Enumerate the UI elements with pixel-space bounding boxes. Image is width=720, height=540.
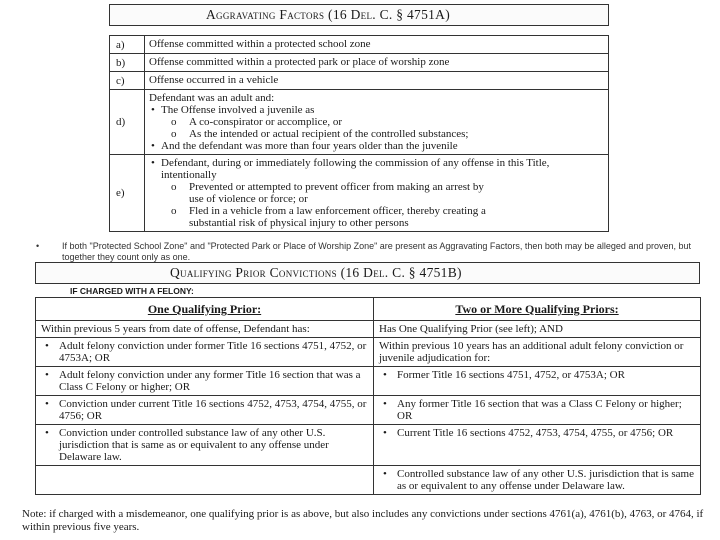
table-row (110, 90, 609, 155)
factor-e-sub: o Fled in a vehicle from a law enforcement officer, thereby creating a (149, 205, 604, 217)
table-row (36, 396, 701, 425)
factor-d-sub: o As the intended or actual recipient of the controlled substances; (149, 128, 604, 140)
table-row (110, 36, 609, 54)
factor-e-bullet: • Defendant, during or immediately following the commission of any offense in this Title, intentionally (149, 157, 604, 181)
one-prior-header: One Qualifying Prior: (36, 298, 374, 321)
table-row (36, 321, 701, 338)
misdemeanor-note: Note: if charged with a misdemeanor, one qualifying prior is as above, but also includes any convictions under sections 4761(a), 4761(b), 4763, or 4764, if within previous five years. (22, 508, 704, 533)
row-text: Offense committed within a protected park or place of worship zone (145, 54, 609, 72)
row-text (145, 155, 609, 232)
table-row (36, 367, 701, 396)
table-row (36, 466, 701, 495)
right-cell (374, 367, 701, 396)
factor-d-intro: Defendant was an adult and: (149, 92, 275, 104)
left-cell: Within previous 5 years from date of offense, Defendant has: (36, 321, 374, 338)
factor-d-bullet: • And the defendant was more than four years older than the juvenile (149, 140, 604, 152)
table-row (36, 338, 701, 367)
row-letter: e) (110, 155, 145, 232)
row-letter: d) (110, 90, 145, 155)
left-cell-text: • Conviction under current Title 16 sections 4752, 4753, 4754, 4755, or 4756; OR (41, 398, 368, 422)
left-cell-text: • Conviction under controlled substance law of any other U.S. jurisdiction that is same as or equivalent to any offense under Delaware law. (41, 427, 368, 463)
row-letter: b) (110, 54, 145, 72)
table-row (110, 54, 609, 72)
right-cell-text: • Controlled substance law of any other U.S. jurisdiction that is same as or equivalent to any offense under Delaware law. (379, 468, 695, 492)
two-priors-header: Two or More Qualifying Priors: (374, 298, 701, 321)
right-cell-text: • Former Title 16 sections 4751, 4752, or 4753A; OR (379, 369, 695, 381)
row-text: Offense committed within a protected school zone (145, 36, 609, 54)
right-cell (374, 466, 701, 495)
right-cell-text: • Current Title 16 sections 4752, 4753, 4754, 4755, or 4756; OR (379, 427, 695, 439)
row-letter: a) (110, 36, 145, 54)
aggravating-factors-title: Aggravating Factors (16 Del. C. § 4751A) (109, 4, 609, 26)
row-text (145, 90, 609, 155)
right-cell (374, 425, 701, 466)
aggravating-factors-table (109, 35, 609, 232)
table-row (36, 425, 701, 466)
left-cell (36, 425, 374, 466)
factor-d-bullet: • The Offense involved a juvenile as (149, 104, 604, 116)
factor-d-sub: o A co-conspirator or accomplice, or (149, 116, 604, 128)
factor-e-sub: o Prevented or attempted to prevent officer from making an arrest by (149, 181, 604, 193)
factor-e-sub-cont: substantial risk of physical injury to other persons (189, 217, 409, 229)
right-cell (374, 396, 701, 425)
note-text: If both "Protected School Zone" and "Protected Park or Place of Worship Zone" are present as Aggravating Factors, then both may be alleged and proven, but together they count only as one. (62, 241, 691, 262)
table-header-row (36, 298, 701, 321)
protected-zone-note (36, 241, 700, 263)
table-row (110, 72, 609, 90)
right-cell-text: • Any former Title 16 section that was a Class C Felony or higher; OR (379, 398, 695, 422)
row-text: Offense occurred in a vehicle (145, 72, 609, 90)
left-cell-text: • Adult felony conviction under former Title 16 sections 4751, 4752, or 4753A; OR (41, 340, 368, 364)
left-cell (36, 367, 374, 396)
left-cell (36, 466, 374, 495)
right-cell: Within previous 10 years has an additional adult felony conviction or juvenile adjudication for: (374, 338, 701, 367)
table-row (110, 155, 609, 232)
left-cell (36, 338, 374, 367)
factor-e-sub-cont: use of violence or force; or (189, 193, 308, 205)
felony-label: IF CHARGED WITH A FELONY: (70, 286, 194, 296)
row-letter: c) (110, 72, 145, 90)
left-cell (36, 396, 374, 425)
qualifying-prior-table (35, 297, 701, 495)
right-cell: Has One Qualifying Prior (see left); AND (374, 321, 701, 338)
left-cell-text: • Adult felony conviction under any former Title 16 section that was a Class C Felony or higher; OR (41, 369, 368, 393)
qualifying-prior-title: Qualifying Prior Convictions (16 Del. C. § 4751B) (35, 262, 700, 284)
bullet-icon: • (36, 241, 40, 251)
